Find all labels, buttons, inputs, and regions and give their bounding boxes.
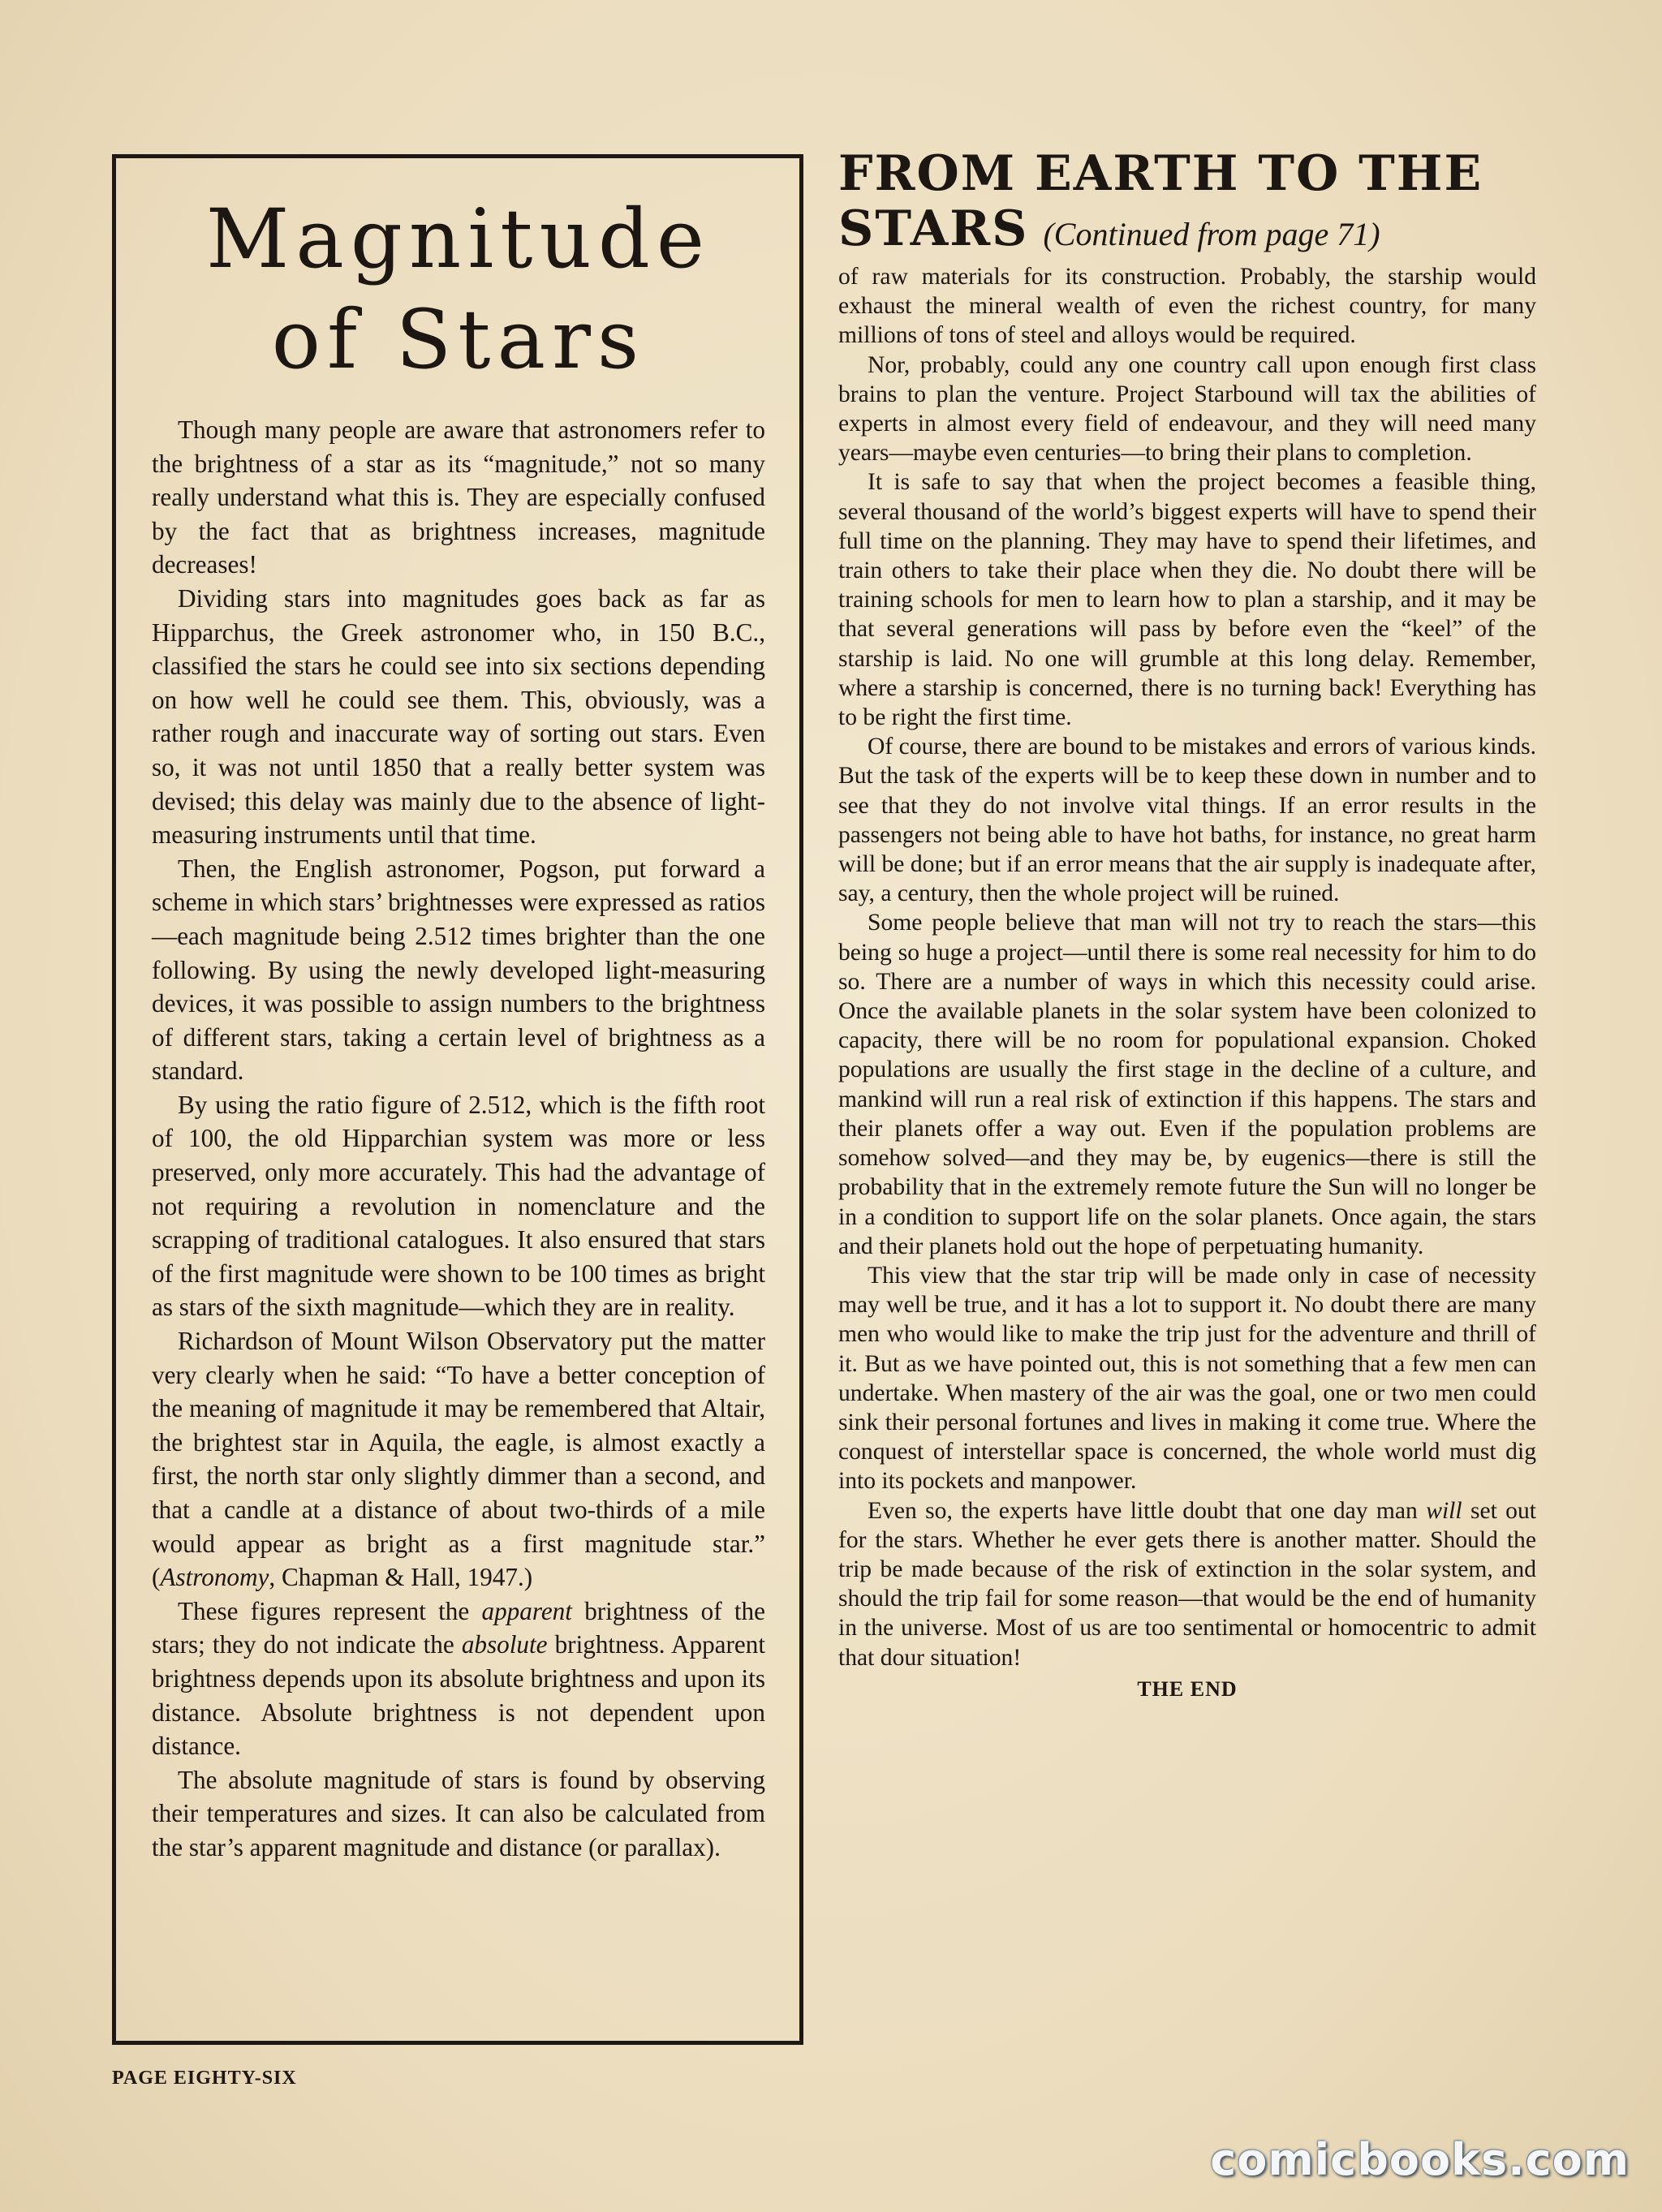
paragraph: By using the ratio figure of 2.512, which is the fifth root of 100, the old Hipparchian system was more or less preserved, only more accurately. This had the advantage of not requiring a revolution in nomenclature and the scrapping of traditional catalogues. It also ensured that stars of the first magnitude were shown to be 100 times as bright as stars of the sixth magnitude—which they are in reality. — [152, 1090, 765, 1322]
paragraph: Though many people are aware that astronomers refer to the brightness of a star as its “magnitude,” not so many really understand what this is. They are especially confused by the fact that as brightness increases, magnitude decreases! — [152, 415, 765, 579]
paragraph: The absolute magnitude of stars is found by observing their temperatures and sizes. It can also be calculated from the star’s apparent magnitude and distance (or parallax). — [152, 1765, 765, 1861]
paragraph: This view that the star trip will be made only in case of necessity may well be true, and it has a lot to support it. No doubt there are many men who would like to make the trip just for the adventure and thrill of it. But as we have pointed out, this is not something that a few men can undertake. When mastery of the air was the goal, one or two men could sink their personal fortunes and lives in making it come true. Where the conquest of interstellar space is concerned, the whole world must dig into its pockets and manpower. — [838, 1262, 1536, 1495]
watermark-logo: comicbooks.com — [1210, 2134, 1630, 2185]
paragraph: Dividing stars into magnitudes goes back as far as Hipparchus, the Greek astronomer who, in 150 B.C., classified the stars he could see into six sections depending on how well he could see them. This, obviously, was a rather rough and inaccurate way of sorting out stars. Even so, it was not until 1850 that a really better system was devised; this delay was mainly due to the absence of light-measuring instruments until that time. — [152, 583, 765, 850]
paragraph: Some people believe that man will not try to reach the stars—this being so huge a project—until there is some real necessity for him to do so. There are a number of ways in which this necessity could arise. Once the available planets in the solar system have been colonized to capacity, there will be no room for populational expansion. Choked populations are usually the first stage in the decline of a culture, and mankind will run a real risk of extinction if this happens. The stars and their planets offer a way out. Even if the population problems are somehow solved—and they may be, by eugenics—there is still the probability that in the extremely remote future the Sun will no longer be in a condition to support life on the solar planets. Once again, the stars and their planets hold out the hope of perpetuating humanity. — [838, 910, 1536, 1259]
quote-source-title: Astronomy — [160, 1563, 269, 1592]
earth-to-stars-body — [838, 262, 1536, 1702]
continued-note: (Continued from page 71) — [1043, 216, 1380, 252]
paragraph: Even so, the experts have little doubt that one day man will set out for the stars. Whether he ever gets there is another matter. Should the trip be made because of the risk of extinction in the solar system, and should the trip fail for some reason—that would be the end of humanity in the universe. Most of us are too sentimental or homocentric to admit that dour situation! — [838, 1497, 1536, 1671]
magnitude-article-box — [112, 154, 803, 2045]
paragraph: Nor, probably, could any one country call upon enough first class brains to plan the venture. Project Starbound will tax the abilities of experts in almost every field of endeavour, and they will need many years—maybe even centuries—to bring their plans to completion. — [838, 351, 1536, 467]
quote-paragraph: Richardson of Mount Wilson Observatory put the matter very clearly when he said: “To have a better conception of the meaning of magnitude it may be remembered that Altair, the brightest star in Aquila, the eagle, is almost exactly a first, the north star only slightly dimmer than a second, and that a candle at a distance of about two-thirds of a mile would appear as bright as a first magnitude star.” (Astronomy, Chapman & Hall, 1947.) — [152, 1327, 765, 1592]
magnitude-article-body — [152, 413, 765, 1865]
paragraph: These figures represent the apparent brightness of the stars; they do not indicate the absolute brightness. Apparent brightness depends upon its absolute brightness and upon its distance. Absolute brightness is not dependent upon distance. — [152, 1596, 765, 1761]
page-number: PAGE EIGHTY-SIX — [112, 2068, 297, 2089]
paragraph: Then, the English astronomer, Pogson, put forward a scheme in which stars’ brightnesses were expressed as ratios—each magnitude being 2.512 times brighter than the one following. By using the newly developed light-measuring devices, it was possible to assign numbers to the brightness of different stars, taking a certain level of brightness as a standard. — [152, 854, 765, 1086]
earth-to-stars-article — [838, 146, 1536, 1702]
paragraph: Of course, there are bound to be mistakes and errors of various kinds. But the task of the experts will be to keep these down in number and to see that they do not involve vital things. If an error results in the passengers not being able to have hot baths, for instance, no great harm will be done; but if an error means that the air supply is inadequate after, say, a century, then the whole project will be ruined. — [838, 734, 1536, 907]
the-end-label: THE END — [1137, 1676, 1238, 1701]
paragraph: of raw materials for its construction. Probably, the starship would exhaust the mineral wealth of even the richest country, for many millions of tons of steel and alloys would be required. — [838, 264, 1536, 349]
magnitude-article-title: Magnitude of Stars — [205, 192, 712, 387]
paragraph: It is safe to say that when the project becomes a feasible thing, several thousand of the world’s biggest experts will have to spend their full time on the planning. They may have to spend their lifetimes, and train others to take their place when they die. No doubt there will be training schools for men to learn how to plan a starship, and it may be that several generations will pass by before even the “keel” of the starship is laid. No one will grumble at this long delay. Remember, where a starship is concerned, there is no turning back! Everything has to be right the first time. — [838, 469, 1536, 731]
earth-to-stars-title: FROM EARTH TO THE STARS (Continued from page 71) — [838, 145, 1483, 257]
